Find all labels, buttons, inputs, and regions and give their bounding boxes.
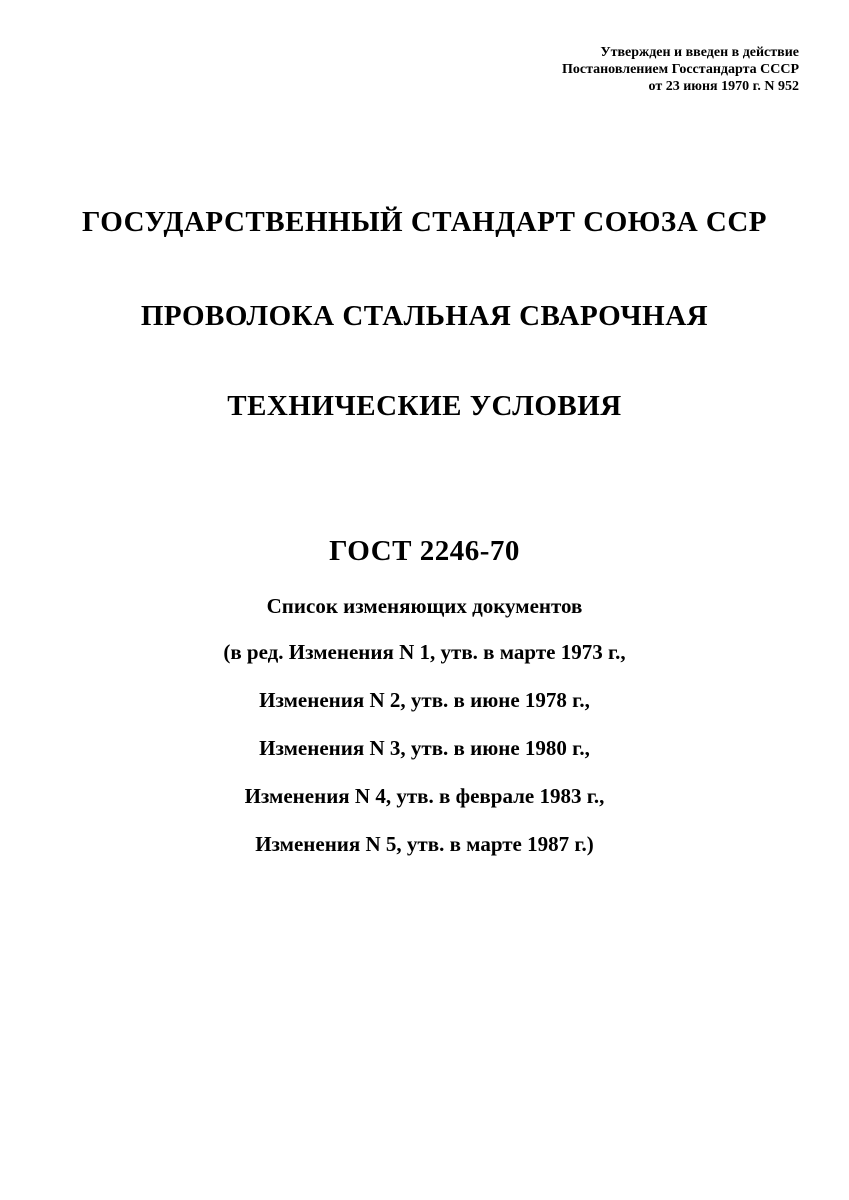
- standard-doc-type: ТЕХНИЧЕСКИЕ УСЛОВИЯ: [227, 390, 622, 422]
- amendment-line: Изменения N 3, утв. в июне 1980 г.,: [259, 736, 590, 760]
- amendments-header: Список изменяющих документов: [266, 594, 583, 618]
- amendment-line: Изменения N 2, утв. в июне 1978 г.,: [259, 688, 590, 712]
- amendment-line: (в ред. Изменения N 1, утв. в марте 1973 г.,: [223, 640, 626, 664]
- approval-block: [562, 44, 799, 95]
- approval-line: от 23 июня 1970 г. N 952: [648, 79, 799, 94]
- standard-subject: ПРОВОЛОКА СТАЛЬНАЯ СВАРОЧНАЯ: [140, 300, 709, 332]
- approval-line: Утвержден и введен в действие: [600, 45, 799, 60]
- amendment-line: Изменения N 5, утв. в марте 1987 г.): [255, 832, 594, 856]
- amendments-list: [0, 639, 849, 879]
- amendment-line: Изменения N 4, утв. в феврале 1983 г.,: [244, 784, 605, 808]
- standard-title: ГОСУДАРСТВЕННЫЙ СТАНДАРТ СОЮЗА ССР: [81, 206, 768, 238]
- gost-designation: ГОСТ 2246-70: [329, 535, 520, 567]
- approval-line: Постановлением Госстандарта СССР: [561, 62, 799, 77]
